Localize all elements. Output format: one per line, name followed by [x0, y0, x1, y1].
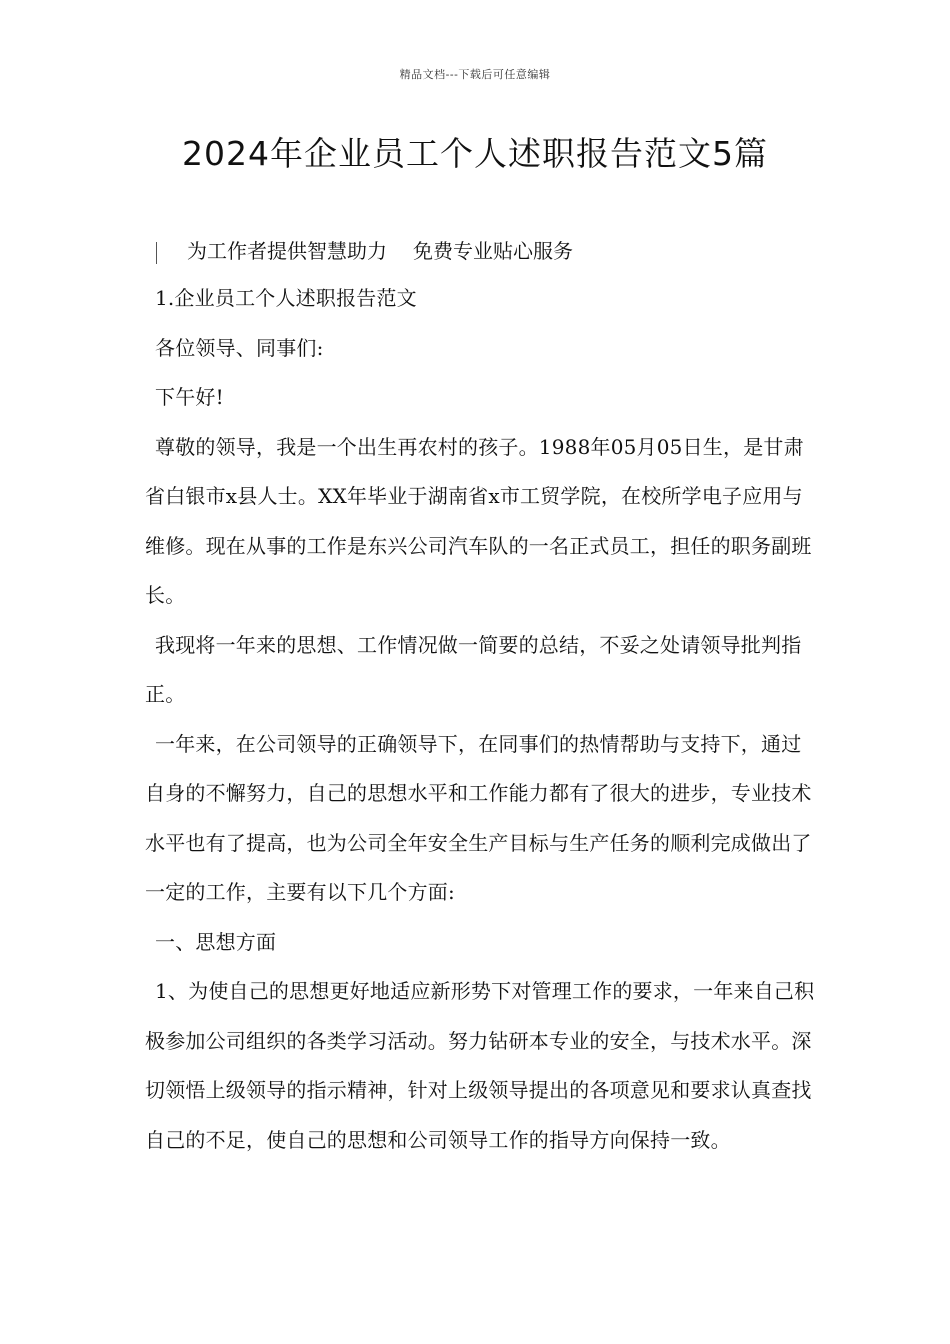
- tagline: [156, 236, 856, 266]
- greeting: 下午好!: [155, 385, 224, 409]
- tagline-divider: [156, 242, 157, 264]
- salutation: 各位领导、同事们:: [155, 335, 324, 360]
- tagline-part-1: 为工作者提供智慧助力: [187, 239, 387, 263]
- paragraph: 我现将一年来的思想、工作情况做一简要的总结，不妥之处请领导批判指正。: [145, 632, 802, 706]
- paragraph: 1、为使自己的思想更好地适应新形势下对管理工作的要求，一年来自己积极参加公司组织的各类学习活动。努力钻研本专业的安全，与技术水平。深切领悟上级领导的指示精神，针对上级领导提出的各项意见和要求认真查找自己的不足，使自己的思想和公司领导工作的指导方向保持一致。: [145, 979, 815, 1152]
- section-heading: 1.企业员工个人述职报告范文: [155, 286, 417, 310]
- paragraph: 一年来，在公司领导的正确领导下，在同事们的热情帮助与支持下，通过自身的不懈努力，自己的思想水平和工作能力都有了很大的进步，专业技术水平也有了提高，也为公司全年安全生产目标与生产任务的顺利完成做出了一定的工作，主要有以下几个方面:: [145, 731, 812, 904]
- subsection-heading: 一、思想方面: [155, 929, 277, 954]
- document-body: [145, 274, 815, 1165]
- tagline-part-2: 免费专业贴心服务: [413, 239, 573, 263]
- document-title: 2024年企业员工个人述职报告范文5篇: [182, 134, 768, 173]
- paragraph: 尊敬的领导，我是一个出生再农村的孩子。1988年05月05日生，是甘肃省白银市x县人士。XX年毕业于湖南省x市工贸学院，在校所学电子应用与维修。现在从事的工作是东兴公司汽车队的一名正式员工，担任的职务副班长。: [145, 434, 812, 607]
- header-note: 精品文档---下载后可任意编辑: [399, 68, 551, 81]
